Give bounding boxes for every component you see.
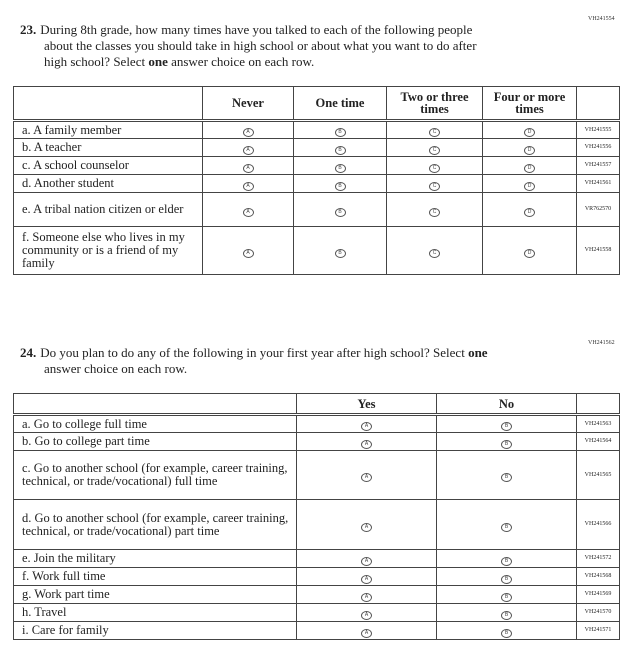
row-label: c. A school counselor [14, 157, 203, 175]
answer-cell [203, 121, 294, 139]
answer-bubble[interactable]: D [524, 164, 535, 173]
row-item-code: VH241561 [577, 175, 620, 193]
answer-bubble[interactable]: A [361, 440, 372, 449]
table-row [14, 227, 620, 275]
q23-text-line1: During 8th grade, how many times have you talked to each of the following people [40, 22, 473, 37]
answer-cell [203, 227, 294, 275]
answer-bubble[interactable]: B [501, 422, 512, 431]
row-label: f. Work full time [14, 568, 297, 586]
answer-cell [294, 139, 387, 157]
answer-bubble[interactable]: D [524, 146, 535, 155]
table-row [14, 433, 620, 451]
header-blank [14, 87, 203, 121]
row-label: h. Travel [14, 604, 297, 622]
answer-cell [387, 139, 483, 157]
answer-bubble[interactable]: A [361, 473, 372, 482]
q23-bold: one [148, 54, 168, 69]
answer-cell [483, 157, 577, 175]
answer-bubble[interactable]: C [429, 249, 440, 258]
answer-bubble[interactable]: A [243, 128, 254, 137]
q23-text-line3-end: answer choice on each row. [167, 54, 315, 69]
table-row [14, 121, 620, 139]
row-item-code: VH241571 [577, 622, 620, 640]
answer-bubble[interactable]: A [243, 164, 254, 173]
answer-bubble[interactable]: A [361, 557, 372, 566]
answer-cell [483, 139, 577, 157]
table-row [14, 586, 620, 604]
answer-cell [297, 568, 437, 586]
answer-cell [294, 157, 387, 175]
answer-bubble[interactable]: C [429, 164, 440, 173]
answer-bubble[interactable]: C [429, 182, 440, 191]
answer-bubble[interactable]: C [429, 208, 440, 217]
row-item-code: VH241564 [577, 433, 620, 451]
table-row [14, 604, 620, 622]
answer-cell [297, 550, 437, 568]
q24-bold: one [468, 345, 488, 360]
header-blank [14, 394, 297, 415]
row-label: i. Care for family [14, 622, 297, 640]
row-item-code: VH241557 [577, 157, 620, 175]
q24-table [13, 393, 620, 640]
row-item-code: VH241563 [577, 415, 620, 433]
q23-text-line3: high school? Select [44, 54, 149, 69]
table-row [14, 193, 620, 227]
row-item-code: VH241568 [577, 568, 620, 586]
answer-bubble[interactable]: A [361, 422, 372, 431]
answer-bubble[interactable]: B [335, 182, 346, 191]
answer-cell [203, 157, 294, 175]
answer-cell [297, 604, 437, 622]
answer-cell [297, 622, 437, 640]
answer-cell [437, 451, 577, 500]
answer-cell [437, 604, 577, 622]
answer-bubble[interactable]: B [335, 164, 346, 173]
header-code-blank [577, 87, 620, 121]
header-four-or-more: Four or more times [483, 87, 577, 121]
answer-cell [387, 175, 483, 193]
table-row [14, 415, 620, 433]
answer-cell [387, 193, 483, 227]
row-label: d. Go to another school (for example, career training, technical, or trade/vocational) part time [14, 500, 297, 550]
q24-number: 24. [20, 345, 37, 360]
answer-cell [297, 586, 437, 604]
answer-bubble[interactable]: A [243, 182, 254, 191]
answer-cell [437, 500, 577, 550]
q24-text-line2: answer choice on each row. [44, 361, 188, 376]
row-label: a. Go to college full time [14, 415, 297, 433]
answer-bubble[interactable]: B [501, 593, 512, 602]
answer-cell [203, 175, 294, 193]
answer-bubble[interactable]: B [501, 473, 512, 482]
row-label: g. Work part time [14, 586, 297, 604]
row-item-code: VH241572 [577, 550, 620, 568]
row-item-code: VH241565 [577, 451, 620, 500]
table-row [14, 568, 620, 586]
row-item-code: VH241566 [577, 500, 620, 550]
answer-bubble[interactable]: B [335, 128, 346, 137]
header-yes: Yes [297, 394, 437, 415]
answer-cell [483, 175, 577, 193]
answer-bubble[interactable]: A [361, 523, 372, 532]
answer-bubble[interactable]: A [361, 629, 372, 638]
answer-cell [483, 121, 577, 139]
q24-item-code: VH241562 [588, 340, 615, 346]
header-one-time: One time [294, 87, 387, 121]
answer-cell [437, 586, 577, 604]
q23-question [20, 22, 477, 70]
table-row [14, 175, 620, 193]
row-label: d. Another student [14, 175, 203, 193]
q23-number: 23. [20, 22, 37, 37]
answer-cell [203, 139, 294, 157]
answer-bubble[interactable]: A [243, 249, 254, 258]
answer-bubble[interactable]: B [501, 523, 512, 532]
answer-bubble[interactable]: A [361, 575, 372, 584]
q23-item-code: VH241554 [588, 16, 615, 22]
answer-bubble[interactable]: B [501, 440, 512, 449]
answer-cell [297, 500, 437, 550]
table-row [14, 500, 620, 550]
table-row [14, 139, 620, 157]
answer-bubble[interactable]: D [524, 208, 535, 217]
row-label: f. Someone else who lives in my community or is a friend of my family [14, 227, 203, 275]
answer-bubble[interactable]: C [429, 146, 440, 155]
answer-bubble[interactable]: A [243, 146, 254, 155]
row-item-code: VH241569 [577, 586, 620, 604]
answer-bubble[interactable]: A [361, 593, 372, 602]
answer-bubble[interactable]: B [501, 629, 512, 638]
answer-cell [387, 121, 483, 139]
answer-cell [437, 568, 577, 586]
table-row [14, 157, 620, 175]
row-item-code: VH241570 [577, 604, 620, 622]
answer-bubble[interactable]: A [361, 611, 372, 620]
answer-cell [294, 227, 387, 275]
answer-bubble[interactable]: B [335, 146, 346, 155]
answer-cell [483, 193, 577, 227]
q24-text-line1: Do you plan to do any of the following in your first year after high school? Select [40, 345, 469, 360]
answer-bubble[interactable]: A [243, 208, 254, 217]
row-label: b. Go to college part time [14, 433, 297, 451]
row-item-code: VH241555 [577, 121, 620, 139]
answer-bubble[interactable]: B [501, 575, 512, 584]
answer-bubble[interactable]: D [524, 182, 535, 191]
row-item-code: VR762570 [577, 193, 620, 227]
answer-bubble[interactable]: C [429, 128, 440, 137]
table-row [14, 451, 620, 500]
q24-question [20, 345, 488, 377]
answer-cell [437, 622, 577, 640]
q23-table [13, 86, 620, 275]
row-label: a. A family member [14, 121, 203, 139]
answer-bubble[interactable]: D [524, 128, 535, 137]
answer-cell [437, 550, 577, 568]
answer-cell [297, 433, 437, 451]
q23-text-line2: about the classes you should take in high school or about what you want to do after [44, 38, 477, 53]
row-label: b. A teacher [14, 139, 203, 157]
answer-cell [203, 193, 294, 227]
answer-cell [437, 415, 577, 433]
row-label: e. Join the military [14, 550, 297, 568]
answer-cell [483, 227, 577, 275]
answer-cell [294, 193, 387, 227]
answer-bubble[interactable]: B [501, 557, 512, 566]
header-two-or-three: Two or three times [387, 87, 483, 121]
row-label: e. A tribal nation citizen or elder [14, 193, 203, 227]
answer-cell [387, 157, 483, 175]
answer-cell [387, 227, 483, 275]
answer-cell [437, 433, 577, 451]
answer-cell [297, 451, 437, 500]
table-row [14, 622, 620, 640]
answer-bubble[interactable]: B [335, 208, 346, 217]
row-item-code: VH241556 [577, 139, 620, 157]
answer-cell [294, 121, 387, 139]
header-no: No [437, 394, 577, 415]
table-row [14, 550, 620, 568]
answer-bubble[interactable]: B [335, 249, 346, 258]
row-item-code: VH241558 [577, 227, 620, 275]
answer-bubble[interactable]: D [524, 249, 535, 258]
answer-bubble[interactable]: B [501, 611, 512, 620]
row-label: c. Go to another school (for example, career training, technical, or trade/vocational) full time [14, 451, 297, 500]
header-never: Never [203, 87, 294, 121]
answer-cell [294, 175, 387, 193]
header-code-blank [577, 394, 620, 415]
answer-cell [297, 415, 437, 433]
